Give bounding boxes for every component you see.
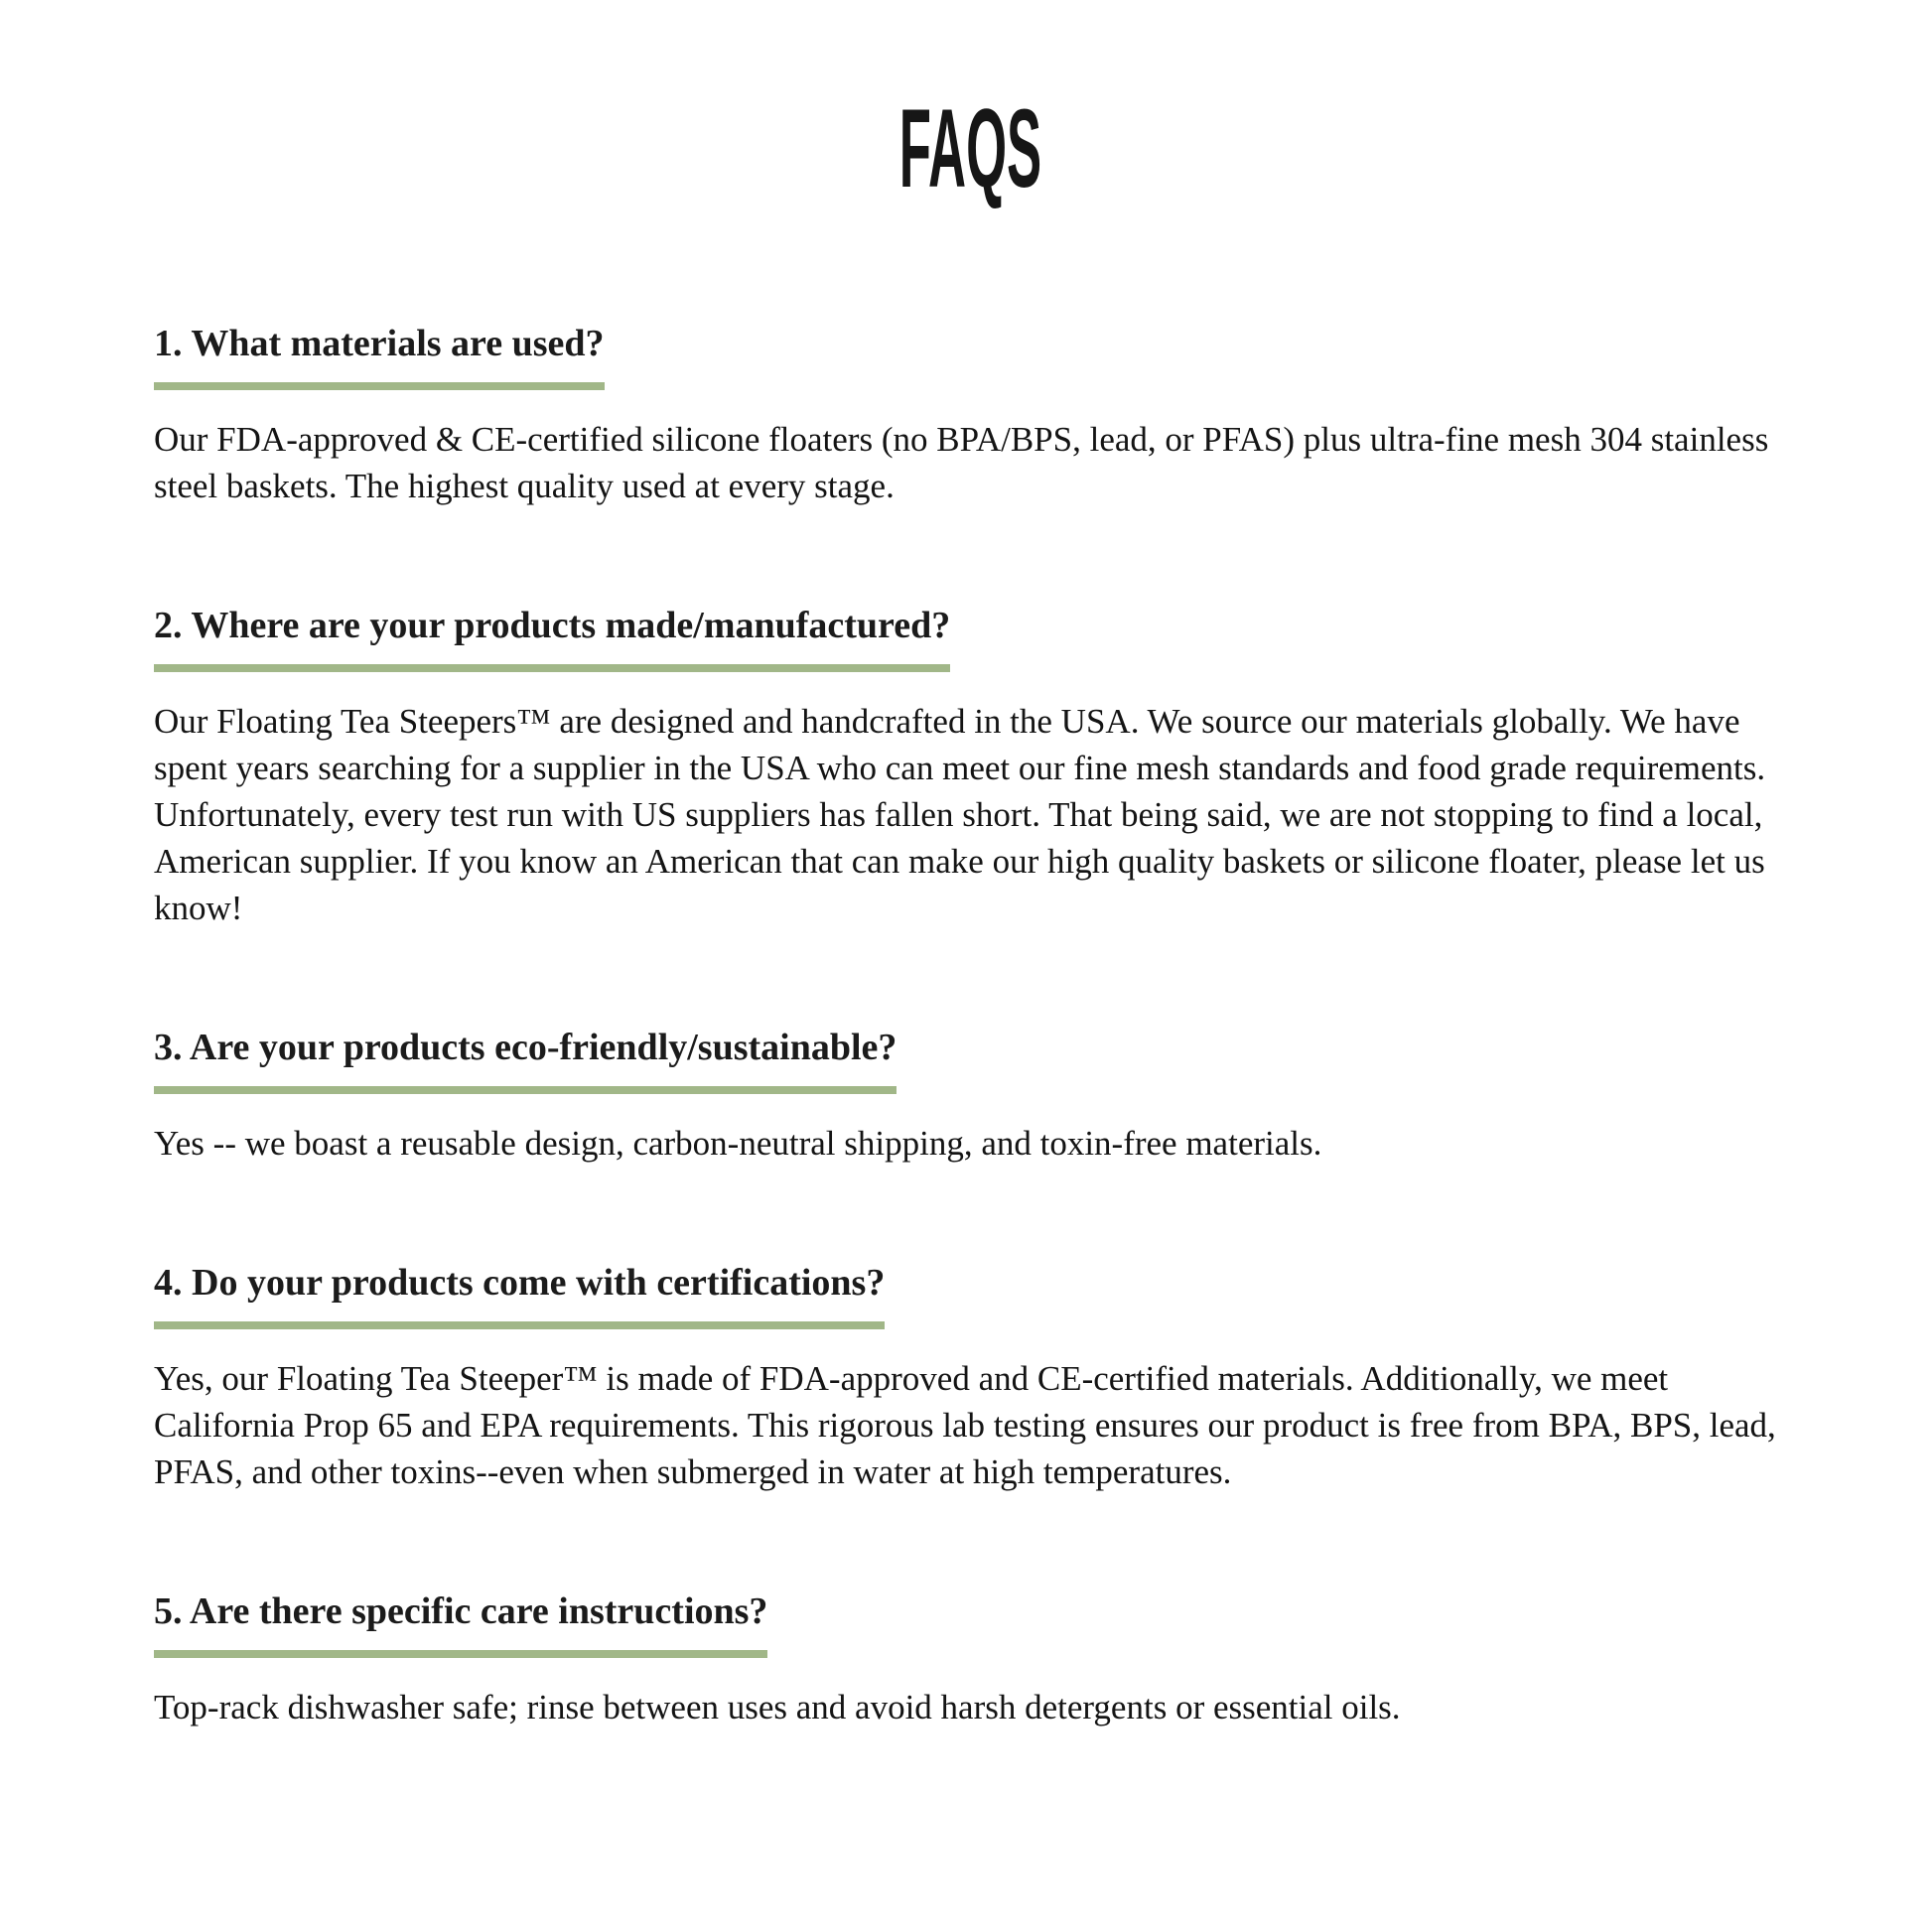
- faq-answer-5: Top-rack dishwasher safe; rinse between uses and avoid harsh detergents or essential oils.: [154, 1688, 1401, 1726]
- faq-question-4: 4. Do your products come with certifications?: [154, 1264, 885, 1329]
- faq-question-3: 3. Are your products eco-friendly/sustainable?: [154, 1029, 897, 1094]
- faq-answer-3: Yes -- we boast a reusable design, carbon-neutral shipping, and toxin-free materials.: [154, 1124, 1322, 1163]
- faq-item: [154, 1264, 1787, 1495]
- faq-list: [154, 325, 1787, 1730]
- page-title-text: FAQS: [898, 86, 1042, 210]
- faq-item: [154, 1029, 1787, 1167]
- faq-answer-2: Our Floating Tea Steepers™ are designed and handcrafted in the USA. We source our materials globally. We have spent years searching for a supplier in the USA who can meet our fine mesh standards and food grade requirements. Unfortunately, every test run with US suppliers has fallen short. That being said, we are not stopping to find a local, American supplier. If you know an American that can make our high quality baskets or silicone floater, please let us know!: [154, 702, 1766, 927]
- faq-answer-1: Our FDA-approved & CE-certified silicone floaters (no BPA/BPS, lead, or PFAS) plus ultra-fine mesh 304 stainless steel baskets. The highest quality used at every stage.: [154, 420, 1769, 505]
- faq-item: [154, 607, 1787, 931]
- page-title: [154, 84, 1787, 213]
- faq-question-5: 5. Are there specific care instructions?: [154, 1592, 767, 1658]
- faq-answer-4: Yes, our Floating Tea Steeper™ is made of FDA-approved and CE-certified materials. Additionally, we meet California Prop 65 and EPA requirements. This rigorous lab testing ensures our product is free from BPA, BPS, lead, PFAS, and other toxins--even when submerged in water at high temperatures.: [154, 1359, 1776, 1491]
- faq-question-2: 2. Where are your products made/manufactured?: [154, 607, 950, 672]
- faq-item: [154, 325, 1787, 509]
- faq-question-1: 1. What materials are used?: [154, 325, 605, 390]
- faq-item: [154, 1592, 1787, 1730]
